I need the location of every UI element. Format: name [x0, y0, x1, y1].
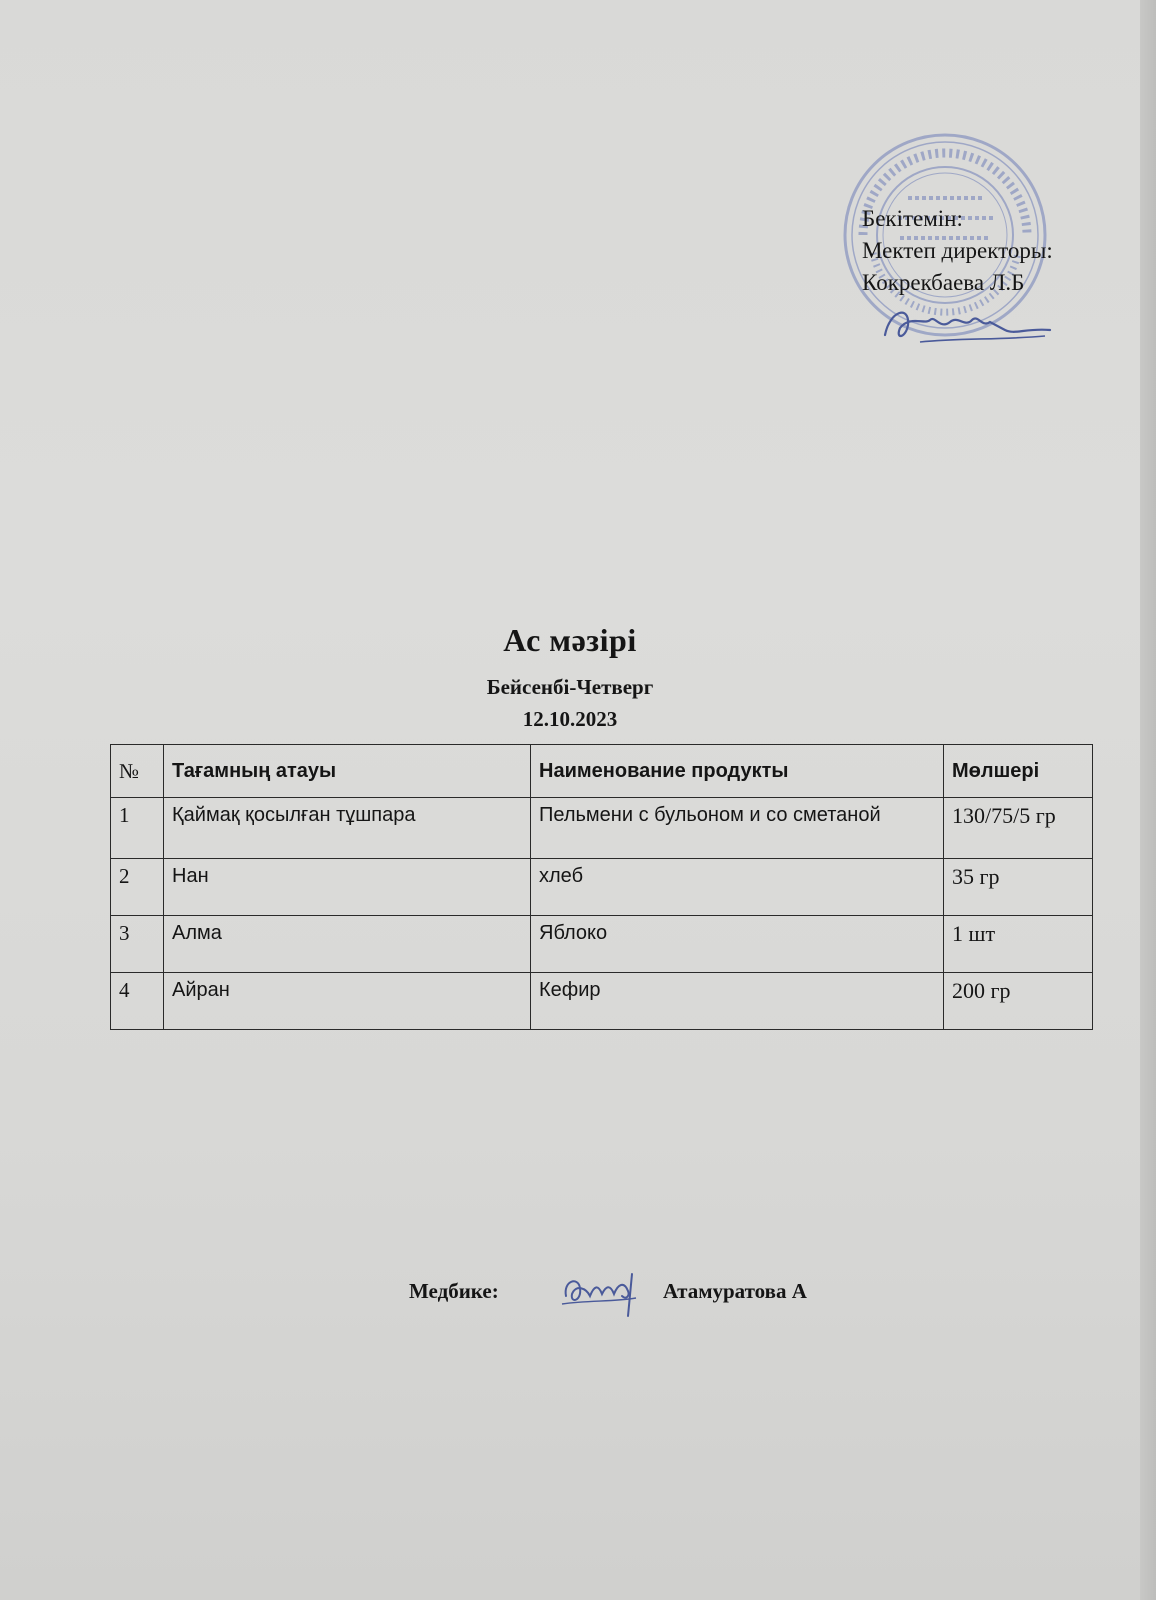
dish-name-kz: Қаймақ қосылған тұшпара [164, 798, 531, 859]
approval-block [862, 203, 1053, 299]
menu-table [110, 744, 1093, 1030]
dish-name-kz: Нан [164, 859, 531, 916]
nurse-role-label: Медбике: [409, 1279, 499, 1303]
approval-label: Бекітемін: [862, 206, 963, 231]
header-product-name-ru: Наименование продукты [531, 745, 944, 798]
footer-signature-line [409, 1279, 807, 1304]
nurse-signature-icon [558, 1266, 648, 1321]
table-header-row [111, 745, 1093, 798]
approval-director-name: Кокрекбаева Л.Б [862, 270, 1025, 295]
row-number: 1 [111, 798, 164, 859]
quantity: 1 шт [944, 916, 1093, 973]
dish-name-kz: Айран [164, 973, 531, 1030]
paper-edge [1140, 0, 1156, 1600]
product-name-ru: Кефир [531, 973, 944, 1030]
table-row [111, 859, 1093, 916]
document-day: Бейсенбі-Четверг [486, 675, 654, 699]
quantity: 130/75/5 гр [944, 798, 1093, 859]
document-date: 12.10.2023 [522, 707, 618, 731]
table-row [111, 973, 1093, 1030]
header-dish-name-kz: Тағамның атауы [164, 745, 531, 798]
nurse-name: Атамуратова А [663, 1279, 807, 1303]
director-signature-icon [880, 300, 1055, 350]
product-name-ru: Пельмени с бульоном и со сметаной [531, 798, 944, 859]
table-row [111, 798, 1093, 859]
approval-position: Мектеп директоры: [862, 238, 1053, 263]
product-name-ru: Яблоко [531, 916, 944, 973]
table-row [111, 916, 1093, 973]
row-number: 3 [111, 916, 164, 973]
product-name-ru: хлеб [531, 859, 944, 916]
header-quantity: Мөлшері [944, 745, 1093, 798]
header-number: № [111, 745, 164, 798]
quantity: 35 гр [944, 859, 1093, 916]
row-number: 2 [111, 859, 164, 916]
row-number: 4 [111, 973, 164, 1030]
dish-name-kz: Алма [164, 916, 531, 973]
quantity: 200 гр [944, 973, 1093, 1030]
document-title: Ас мәзірі [503, 622, 637, 658]
